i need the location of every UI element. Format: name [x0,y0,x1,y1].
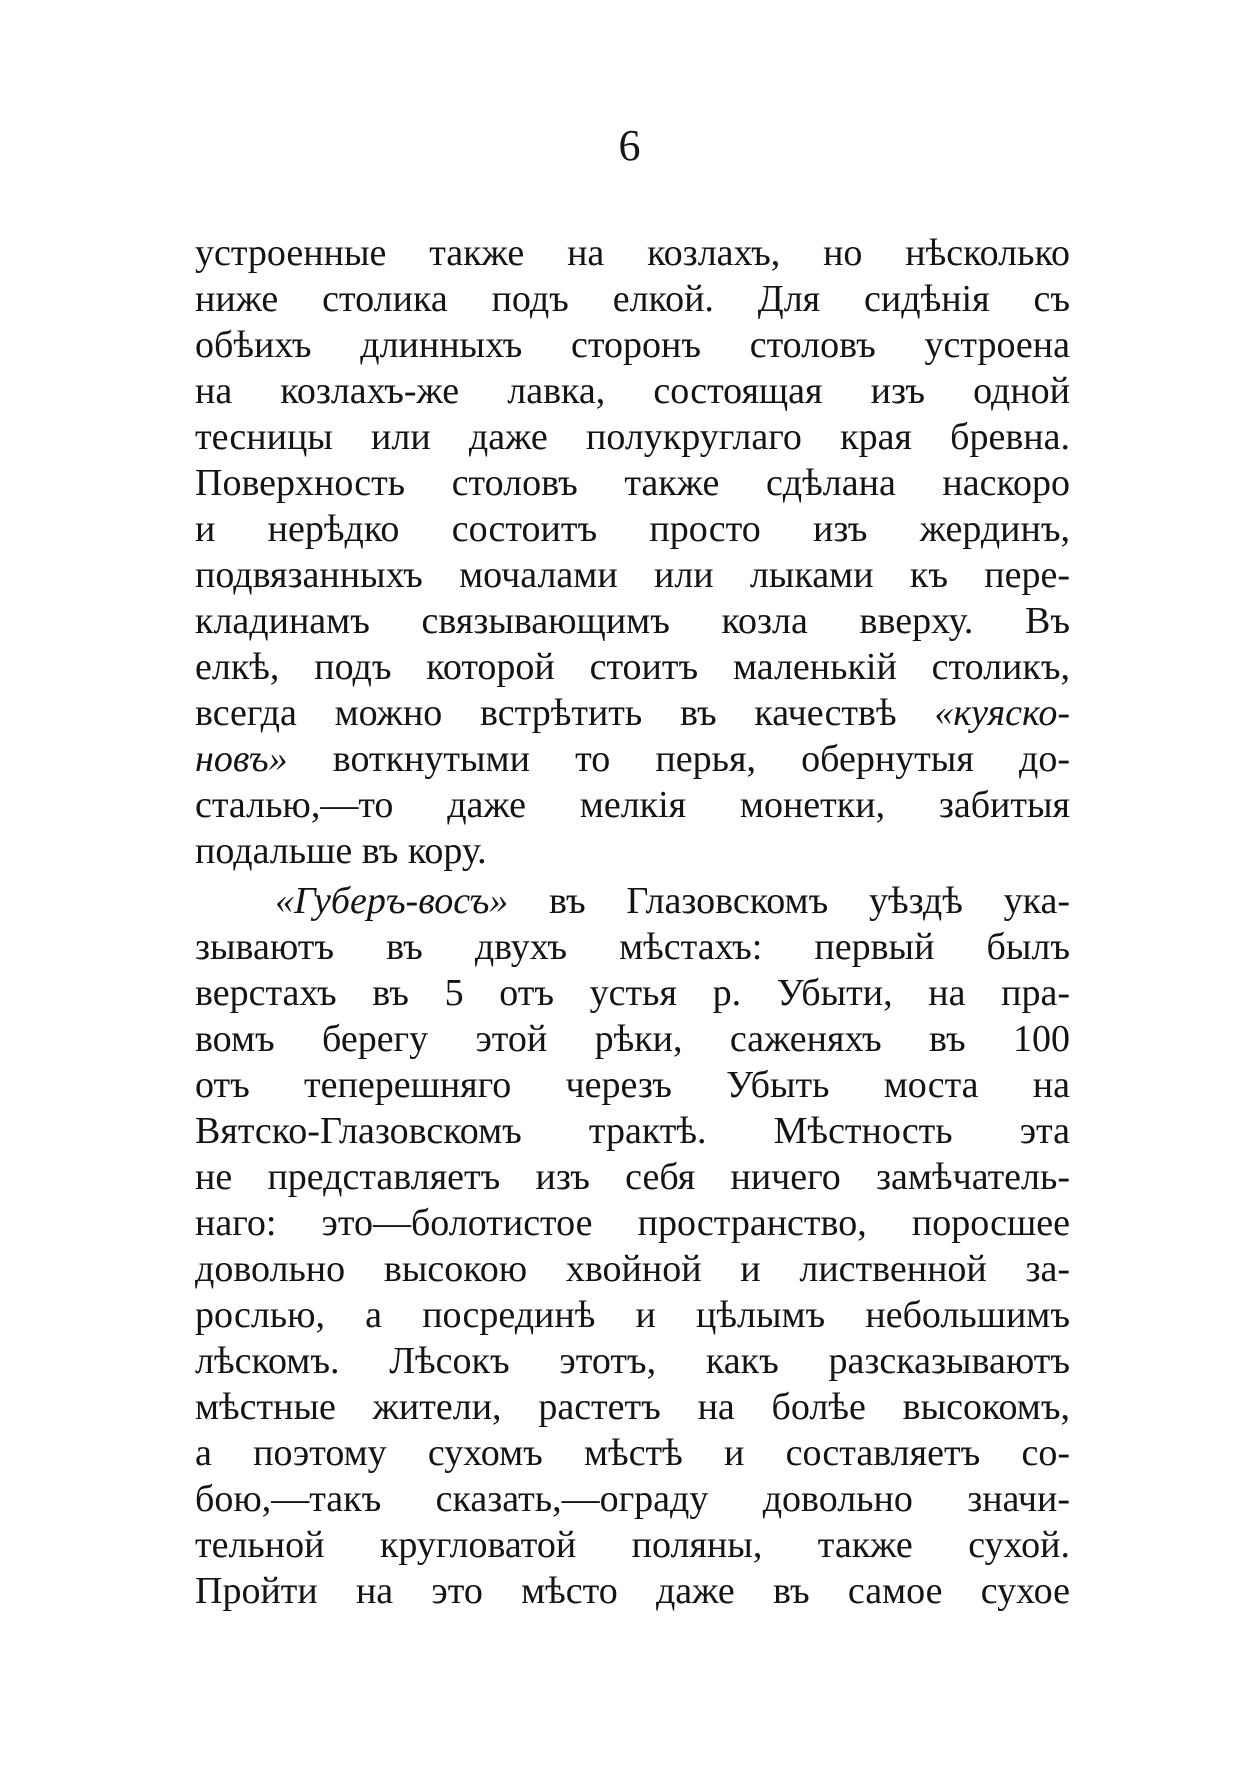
text-line: отъ теперешняго черезъ Убыть моста на [195,1064,1070,1106]
text-line: тельной кругловатой поляны, также сухой. [195,1524,1070,1566]
text-line: обѣихъ длинныхъ сторонъ столовъ устроена [195,324,1070,366]
text-fragment: всегда можно встрѣтить въ качествѣ [195,692,897,734]
text-line: и нерѣдко состоитъ просто изъ жердинъ, [195,508,1070,550]
text-line [195,878,1070,924]
text-line: довольно высокою хвойной и лиственной за- [195,1248,1070,1290]
paragraph-1 [195,230,1070,874]
text-line: вомъ берегу этой рѣки, саженяхъ въ 100 [195,1018,1070,1060]
text-fragment: въ Глазовскомъ уѣздѣ ука- [549,880,1071,922]
text-line: лѣскомъ. Лѣсокъ этотъ, какъ разсказываютъ [195,1340,1070,1382]
text-line: рослью, а посрединѣ и цѣлымъ небольшимъ [195,1294,1070,1336]
text-line: мѣстные жители, растетъ на болѣе высокомъ, [195,1386,1070,1428]
text-line: ниже столика подъ елкой. Для сидѣнія съ [195,278,1070,320]
text-line: елкѣ, подъ которой стоитъ маленькій столикъ, [195,646,1070,688]
page-number: 6 [618,121,641,170]
text-fragment: воткнутыми то перья, обернутыя до- [332,738,1070,780]
text-line: сталью,—то даже мелкія монетки, забитыя [195,784,1070,826]
italic-term: «куяско- [934,692,1070,734]
text-line: не представляетъ изъ себя ничего замѣчатель- [195,1156,1070,1198]
text-line: кладинамъ связывающимъ козла вверху. Въ [195,600,1070,642]
text-line [195,690,1070,736]
text-line: устроенные также на козлахъ, но нѣсколько [195,232,1070,274]
text-line: бою,—такъ сказать,—ограду довольно значи- [195,1478,1070,1520]
text-line: Пройти на это мѣсто даже въ самое сухое [195,1570,1070,1612]
text-line: на козлахъ-же лавка, состоящая изъ одной [195,370,1070,412]
text-line: а поэтому сухомъ мѣстѣ и составляетъ со- [195,1432,1070,1474]
text-line: тесницы или даже полукруглаго края бревна. [195,416,1070,458]
italic-term: «Губеръ-восъ» [275,880,509,922]
text-line: подвязанныхъ мочалами или лыками къ пере- [195,554,1070,596]
text-line [195,736,1070,782]
text-line: верстахъ въ 5 отъ устья р. Убыти, на пра- [195,972,1070,1014]
italic-term: новъ» [195,738,288,780]
text-line: Поверхность столовъ также сдѣлана наскоро [195,462,1070,504]
body-text [195,230,1070,1614]
text-line: Вятско-Глазовскомъ трактѣ. Мѣстность эта [195,1110,1070,1152]
paragraph-2 [195,878,1070,1614]
text-line: подальше въ кору. [195,830,487,872]
text-line: наго: это—болотистое пространство, поросшее [195,1202,1070,1244]
text-line: зываютъ въ двухъ мѣстахъ: первый былъ [195,926,1070,968]
